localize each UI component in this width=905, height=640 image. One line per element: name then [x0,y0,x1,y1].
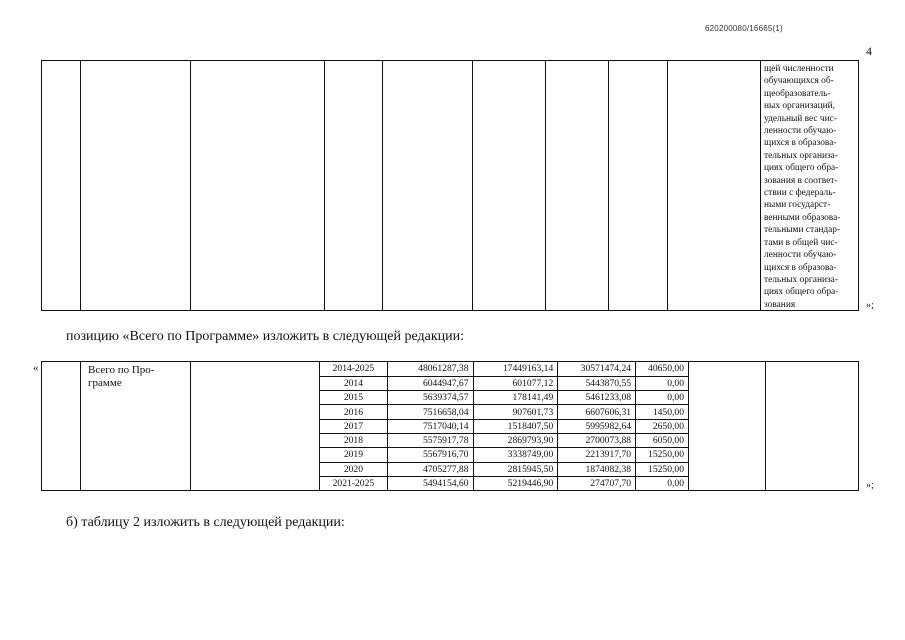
source-1-cell: 601077,12 [473,376,558,390]
description-line: щихся в образова- [764,138,837,149]
source-3-cell: 6050,00 [636,433,689,447]
label-line: грамме [88,377,122,389]
description-line: щеобразователь- [764,88,831,99]
period-cell: 2020 [320,462,388,476]
source-1-cell: 907601,73 [473,405,558,419]
source-2-cell: 2213917,70 [558,448,636,462]
description-line: ных организаций, [764,101,836,112]
description-line: щей численности [764,64,834,74]
source-2-cell: 5995982,64 [558,419,636,433]
total-cell: 48061287,38 [387,362,473,376]
source-2-cell: 5461233,08 [558,391,636,405]
page-number: 4 [866,44,872,58]
column-divider [190,362,191,490]
funding-grid [319,362,689,491]
source-2-cell: 1874082,38 [558,462,636,476]
indicator-table-fragment [41,60,859,311]
description-line: щихся в образова- [764,262,837,273]
column-divider [80,61,81,310]
table-row [320,376,689,390]
source-2-cell: 5443870,55 [558,376,636,390]
closing-quote-mark: »; [866,300,874,311]
table-row [320,448,689,462]
total-cell: 4705277,88 [387,462,473,476]
description-line: ленности обучаю- [764,250,837,261]
closing-quote-mark: »; [866,480,874,491]
source-1-cell: 1518407,50 [473,419,558,433]
table-row [320,462,689,476]
source-1-cell: 5219446,90 [473,476,558,490]
period-cell: 2018 [320,433,388,447]
description-line: циях общего обра- [764,287,839,298]
column-divider [324,61,325,310]
table-row [320,362,689,376]
source-1-cell: 2815945,50 [473,462,558,476]
source-3-cell: 1450,00 [636,405,689,419]
total-cell: 5494154,60 [387,476,473,490]
description-line: ленности обучаю- [764,126,837,137]
intro-paragraph: позицию «Всего по Программе» изложить в следующей редакции: [66,329,465,344]
source-2-cell: 6607606,31 [558,405,636,419]
document-id: 620200080/16665(1) [705,24,783,33]
description-line: тельных организа- [764,274,838,285]
source-1-cell: 17449163,14 [473,362,558,376]
description-line: удельный вес чис- [764,113,837,124]
source-2-cell: 2700073,88 [558,433,636,447]
description-line: зования в соответ- [764,175,838,186]
column-divider [190,61,191,310]
total-cell: 7517040,14 [387,419,473,433]
source-1-cell: 178141,49 [473,391,558,405]
column-divider [80,362,81,490]
column-divider [472,61,473,310]
table-row [320,405,689,419]
program-total-table [41,361,859,491]
description-line: обучающихся об- [764,76,834,87]
description-line: ствии с федераль- [764,188,836,199]
column-divider [765,362,766,490]
period-cell: 2015 [320,391,388,405]
period-cell: 2019 [320,448,388,462]
period-cell: 2017 [320,419,388,433]
description-line: ными государст- [764,200,831,211]
total-cell: 5567916,70 [387,448,473,462]
period-cell: 2014-2025 [320,362,388,376]
description-line: циях общего обра- [764,163,839,174]
period-cell: 2021-2025 [320,476,388,490]
table-row [320,419,689,433]
program-total-label [88,364,178,390]
total-cell: 7516658,04 [387,405,473,419]
table-row [320,476,689,490]
column-divider [667,61,668,310]
label-line: Всего по Про- [88,364,155,376]
column-divider [760,61,761,310]
period-cell: 2016 [320,405,388,419]
table-row [320,433,689,447]
description-line: венными образова- [764,212,841,223]
source-2-cell: 30571474,24 [558,362,636,376]
total-cell: 6044947,67 [387,376,473,390]
source-3-cell: 40650,00 [636,362,689,376]
column-divider [608,61,609,310]
description-line: тельных организа- [764,150,838,161]
table-row [320,391,689,405]
description-line: тами в общей чис- [764,237,838,248]
source-3-cell: 0,00 [636,376,689,390]
source-2-cell: 274707,70 [558,476,636,490]
total-cell: 5639374,57 [387,391,473,405]
total-cell: 5575917,78 [387,433,473,447]
source-3-cell: 0,00 [636,391,689,405]
source-3-cell: 0,00 [636,476,689,490]
column-divider [545,61,546,310]
section-b-paragraph: б) таблицу 2 изложить в следующей редакции: [66,515,345,530]
source-1-cell: 3338749,00 [473,448,558,462]
description-line: тельными стандар- [764,225,841,236]
indicator-description [764,63,858,311]
period-cell: 2014 [320,376,388,390]
source-3-cell: 15250,00 [636,448,689,462]
column-divider [382,61,383,310]
opening-quote-mark: « [33,362,39,374]
source-3-cell: 15250,00 [636,462,689,476]
description-line: зования [764,299,796,310]
source-3-cell: 2650,00 [636,419,689,433]
source-1-cell: 2869793,90 [473,433,558,447]
